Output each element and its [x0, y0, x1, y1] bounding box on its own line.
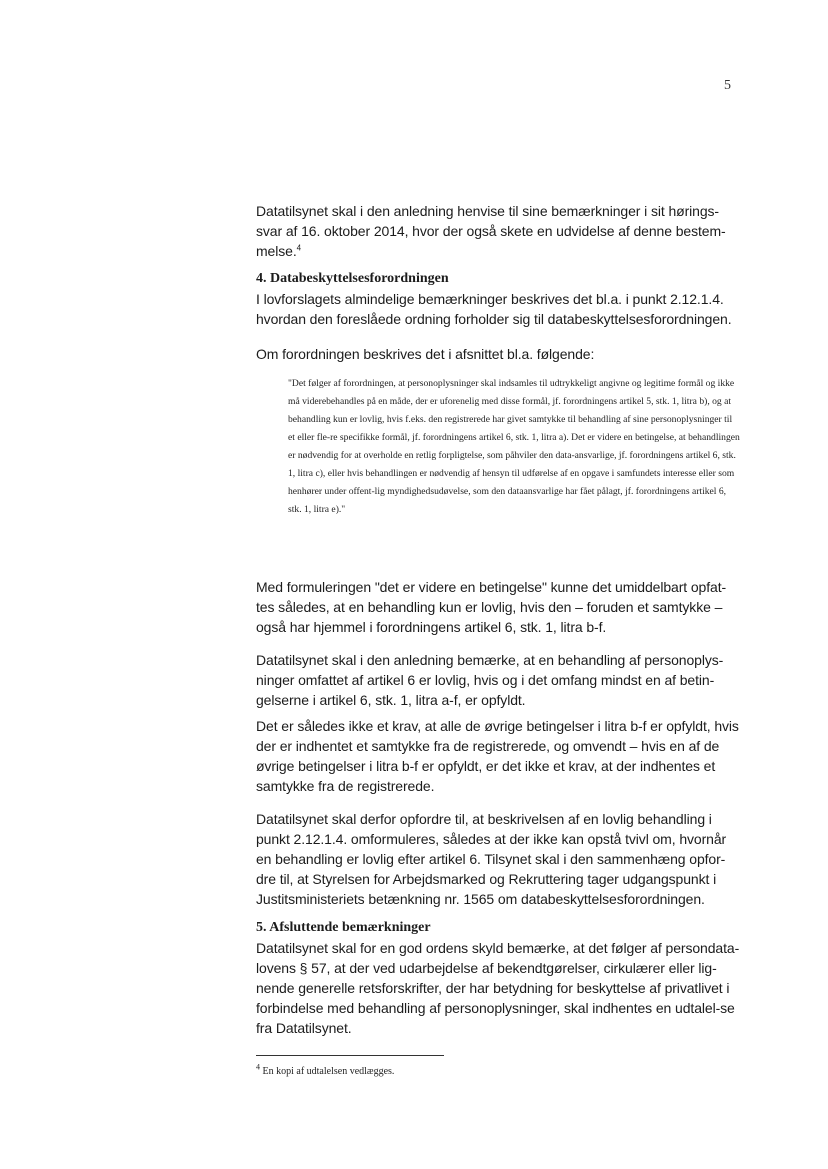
paragraph-formuleringen: Med formuleringen "det er videre en betingelse" kunne det umiddelbart opfat-tes således, at en behandling kun er lovlig, hvis den – foruden et samtykke – også har hjemmel i forordningens artikel 6, stk. 1, litra b-f.	[256, 579, 727, 635]
quoted-passage: "Det følger af forordningen, at personoplysninger skal indsamles til udtrykkeligt angivne og legitime formål og ikke må viderebehandles på en måde, der er uforenelig med disse formål, jf. forordningens artikel 5, stk. 1, litra b), og at behandling kun er lovlig, hvis f.eks. den registrerede har givet samtykke til behandling af sine personoplysninger til et eller fle-re specifikke formål, jf. forordningens artikel 6, stk. 1, litra a). Det er videre en betingelse, at behandlingen er nødvendig for at overholde en retlig forpligtelse, som påhviler den data-ansvarlige, jf. forordningens artikel 6, stk. 1, litra c), eller hvis behandlingen er nødvendig af hensyn til udførelse af en opgave i samfundets interesse eller som henhører under offent-lig myndighedsudøvelse, som den dataansvarlige har fået pålagt, jf. forordningens artikel 6, stk. 1, litra e)."	[288, 378, 740, 515]
section-4-heading: 4. Databeskyttelsesforordningen	[256, 271, 449, 286]
paragraph-opfordre: Datatilsynet skal derfor opfordre til, at beskrivelsen af en lovlig behandling i punkt 2.12.1.4. omformuleres, således at der ikke kan opstå tvivl om, hvornår en behandling er lovlig efter artikel 6. Tilsynet skal i den sammenhæng opfor-dre til, at Styrelsen for Arbejdsmarked og Rekruttering tager udgangspunkt i Justitsministeriets betænkning nr. 1565 om databeskyttelsesforordningen.	[256, 811, 727, 907]
section-5-heading: 5. Afsluttende bemærkninger	[256, 920, 431, 935]
footnote-text: En kopi af udtalelsen vedlægges.	[262, 1066, 395, 1077]
footnote-reference: 4	[296, 243, 301, 253]
section-4-paragraph-2: Om forordningen beskrives det i afsnittet bl.a. følgende:	[256, 346, 595, 362]
paragraph-krav: Det er således ikke et krav, at alle de øvrige betingelser i litra b-f er opfyldt, hvis der er indhentet et samtykke fra de registrerede, og omvendt – hvis en af de øvrige betingelser i litra b-f er opfyldt, er det ikke et krav, at der indhentes et samtykke fra de registrerede.	[256, 718, 739, 794]
section-4-paragraph-1: I lovforslagets almindelige bemærkninger beskrives det bl.a. i punkt 2.12.1.4. hvordan den foreslåede ordning forholder sig til databeskyttelsesforordningen.	[256, 291, 732, 327]
footnote-divider	[256, 1055, 444, 1056]
section-5-paragraph-1: Datatilsynet skal for en god ordens skyld bemærke, at det følger af persondata-lovens § 57, at der ved udarbejdelse af bekendtgørelser, cirkulærer eller lig-nende generelle retsforskrifter, der har betydning for beskyttelse af privatlivet i forbindelse med behandling af personoplysninger, skal indhentes en udtalel-se fra Datatilsynet.	[256, 940, 740, 1036]
paragraph-anledning: Datatilsynet skal i den anledning bemærke, at en behandling af personoplys-ninger omfattet af artikel 6 er lovlig, hvis og i det omfang mindst en af betin-gelserne i artikel 6, stk. 1, litra a-f, er opfyldt.	[256, 652, 724, 708]
footnote	[256, 1062, 395, 1077]
page-number: 5	[724, 78, 731, 93]
intro-paragraph	[256, 201, 744, 261]
intro-text: Datatilsynet skal i den anledning henvise til sine bemærkninger i sit hørings-svar af 16. oktober 2014, hvor der også skete en udvidelse af denne bestem-melse.	[256, 203, 726, 259]
footnote-number: 4	[256, 1062, 260, 1072]
